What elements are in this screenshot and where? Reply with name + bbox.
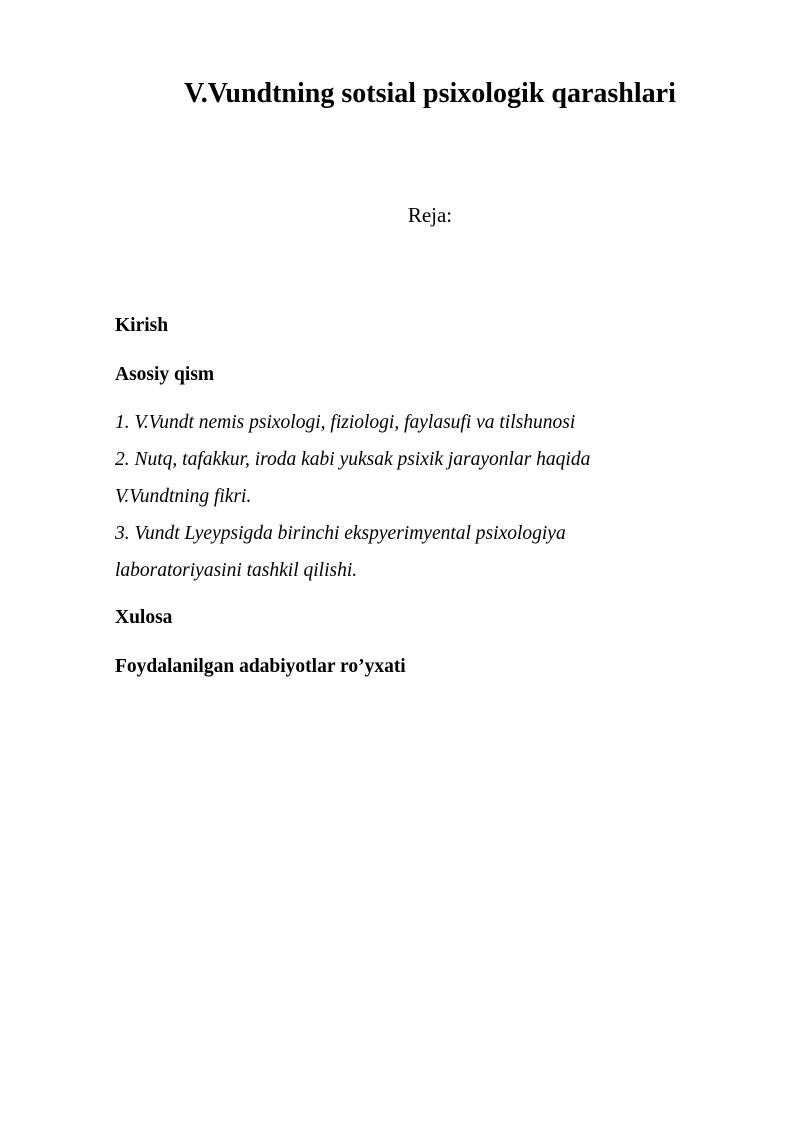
section-references: Foydalanilgan adabiyotlar ro’yxati — [115, 656, 406, 677]
section-intro: Kirish — [115, 315, 169, 336]
plan-item-1: 1. V.Vundt nemis psixologi, fiziologi, faylasufi va tilshunosi — [115, 412, 576, 433]
plan-heading: Reja: — [407, 203, 453, 227]
plan-item-3-line-2: laboratoriyasini tashkil qilishi. — [115, 560, 358, 581]
document-title: V.Vundtning sotsial psixologik qarashlari — [184, 78, 676, 109]
plan-item-3-line-1: 3. Vundt Lyeypsigda birinchi ekspyerimyental psixologiya — [115, 523, 566, 544]
plan-item-2-line-2: V.Vundtning fikri. — [115, 486, 252, 507]
section-main-part: Asosiy qism — [115, 364, 215, 385]
section-conclusion: Xulosa — [115, 607, 173, 628]
plan-item-2-line-1: 2. Nutq, tafakkur, iroda kabi yuksak psixik jarayonlar haqida — [115, 449, 591, 470]
